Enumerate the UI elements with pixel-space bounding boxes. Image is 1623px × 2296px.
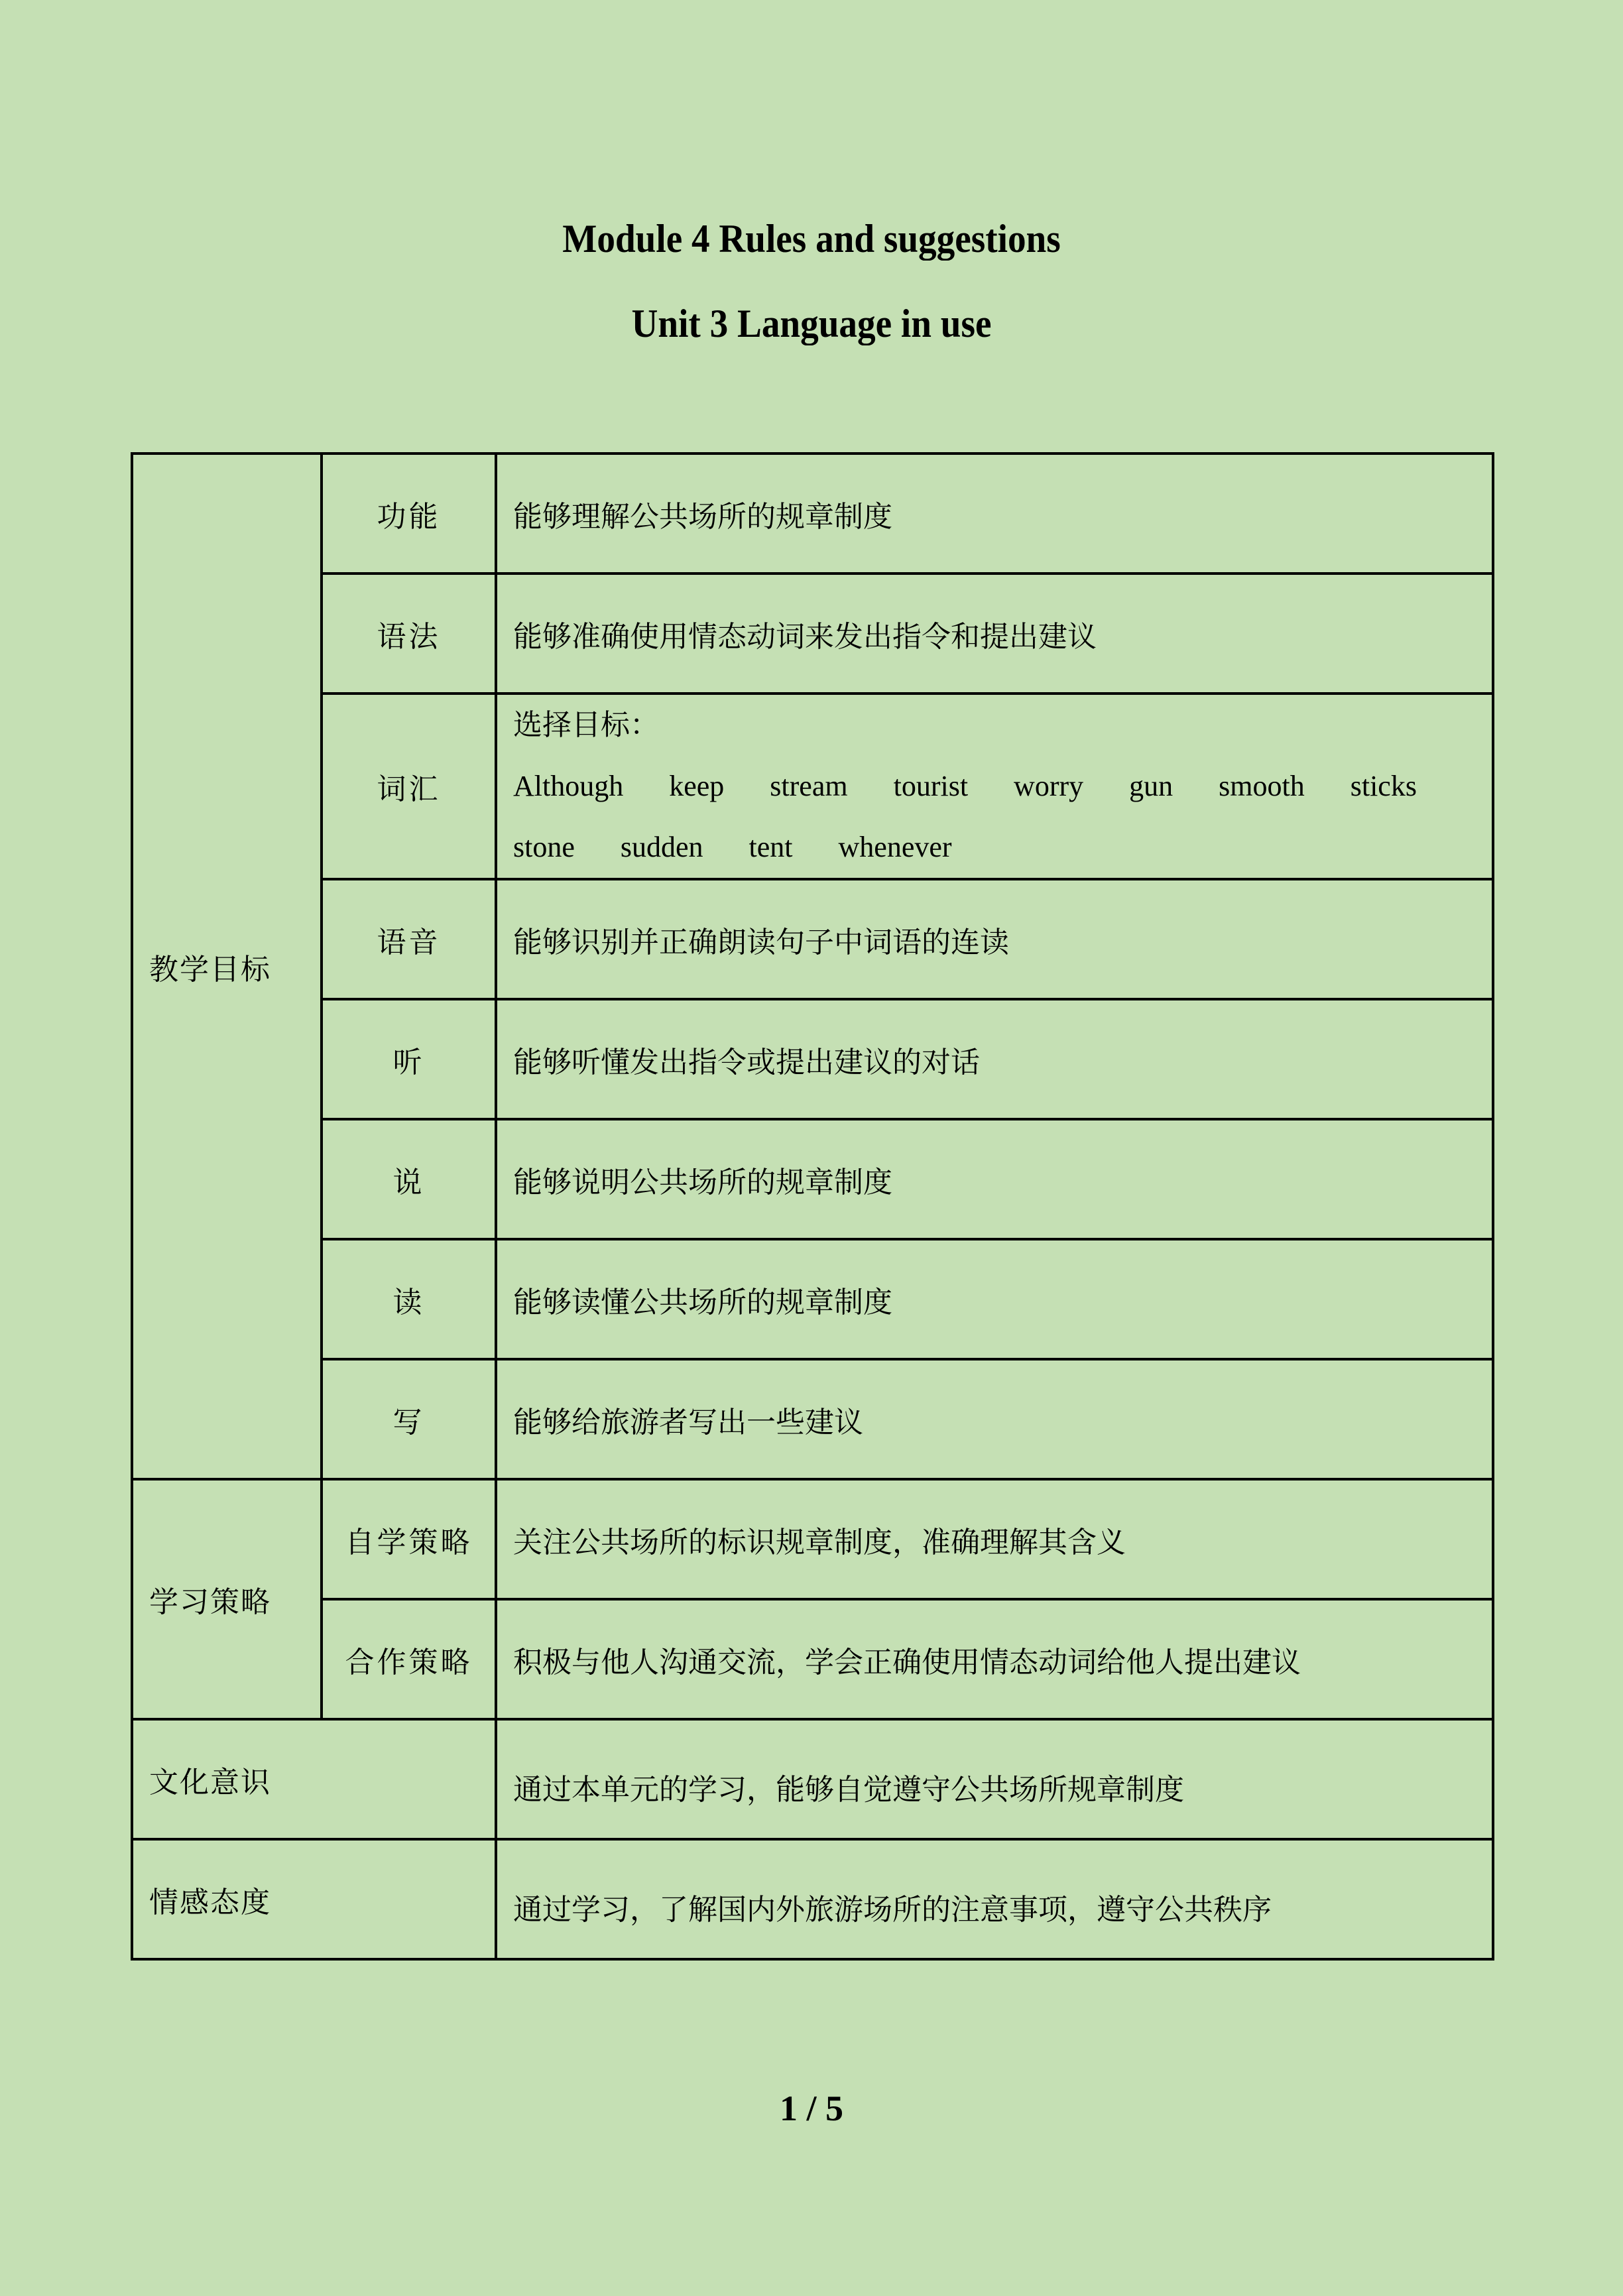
table-row [132, 1479, 1493, 1599]
category-content: 能够听懂发出指令或提出建议的对话 [496, 999, 1493, 1119]
section-label-emotional-attitude: 情感态度 [132, 1839, 496, 1959]
category-content: 能够说明公共场所的规章制度 [496, 1119, 1493, 1239]
table-row [132, 1359, 1493, 1479]
vocab-word: whenever [838, 831, 952, 863]
table-row [132, 1839, 1493, 1959]
vocabulary-content [496, 694, 1493, 879]
vocab-word: stone [513, 831, 575, 863]
section-content-cultural-awareness: 通过本单元的学习，能够自觉遵守公共场所规章制度 [496, 1719, 1493, 1839]
table-row [132, 574, 1493, 694]
section-content-emotional-attitude: 通过学习，了解国内外旅游场所的注意事项，遵守公共秩序 [496, 1839, 1493, 1959]
category-label: 语音 [322, 879, 496, 999]
table-row [132, 1599, 1493, 1719]
category-content: 能够识别并正确朗读句子中词语的连读 [496, 879, 1493, 999]
category-label: 说 [322, 1119, 496, 1239]
category-label: 词汇 [322, 694, 496, 879]
vocabulary-heading: 选择目标： [513, 709, 659, 741]
vocabulary-words-line-2 [513, 817, 1492, 878]
category-label: 功能 [322, 453, 496, 574]
category-label: 读 [322, 1239, 496, 1359]
table-row [132, 999, 1493, 1119]
section-label-cultural-awareness: 文化意识 [132, 1719, 496, 1839]
vocabulary-words-line-1 [513, 756, 1492, 817]
category-content: 能够读懂公共场所的规章制度 [496, 1239, 1493, 1359]
vocab-word: keep [669, 770, 725, 802]
table-row [132, 453, 1493, 574]
vocab-word: sticks [1350, 770, 1417, 802]
document-subtitle: Unit 3 Language in use [631, 302, 992, 345]
lesson-objectives-table [131, 452, 1494, 1961]
vocab-word: tent [749, 831, 793, 863]
table-row [132, 1719, 1493, 1839]
page-number: 1 / 5 [779, 2088, 843, 2128]
vocab-word: stream [770, 770, 848, 802]
vocab-word: gun [1129, 770, 1173, 802]
category-content: 能够理解公共场所的规章制度 [496, 453, 1493, 574]
section-label-learning-strategies: 学习策略 [132, 1479, 322, 1719]
category-label: 语法 [322, 574, 496, 694]
section-label-teaching-goals: 教学目标 [132, 453, 322, 1479]
category-content: 能够准确使用情态动词来发出指令和提出建议 [496, 574, 1493, 694]
category-label: 写 [322, 1359, 496, 1479]
category-content: 关注公共场所的标识规章制度，准确理解其含义 [496, 1479, 1493, 1599]
vocab-word: Although [513, 770, 624, 802]
table-row [132, 1239, 1493, 1359]
vocab-word: tourist [893, 770, 969, 802]
vocab-word: sudden [620, 831, 703, 863]
category-label: 合作策略 [322, 1599, 496, 1719]
document-title: Module 4 Rules and suggestions [562, 217, 1061, 261]
category-content: 积极与他人沟通交流，学会正确使用情态动词给他人提出建议 [496, 1599, 1493, 1719]
vocab-word: worry [1014, 770, 1084, 802]
table-row [132, 1119, 1493, 1239]
category-label: 听 [322, 999, 496, 1119]
vocab-word: smooth [1219, 770, 1305, 802]
category-label: 自学策略 [322, 1479, 496, 1599]
category-content: 能够给旅游者写出一些建议 [496, 1359, 1493, 1479]
table-row [132, 694, 1493, 879]
table-row [132, 879, 1493, 999]
